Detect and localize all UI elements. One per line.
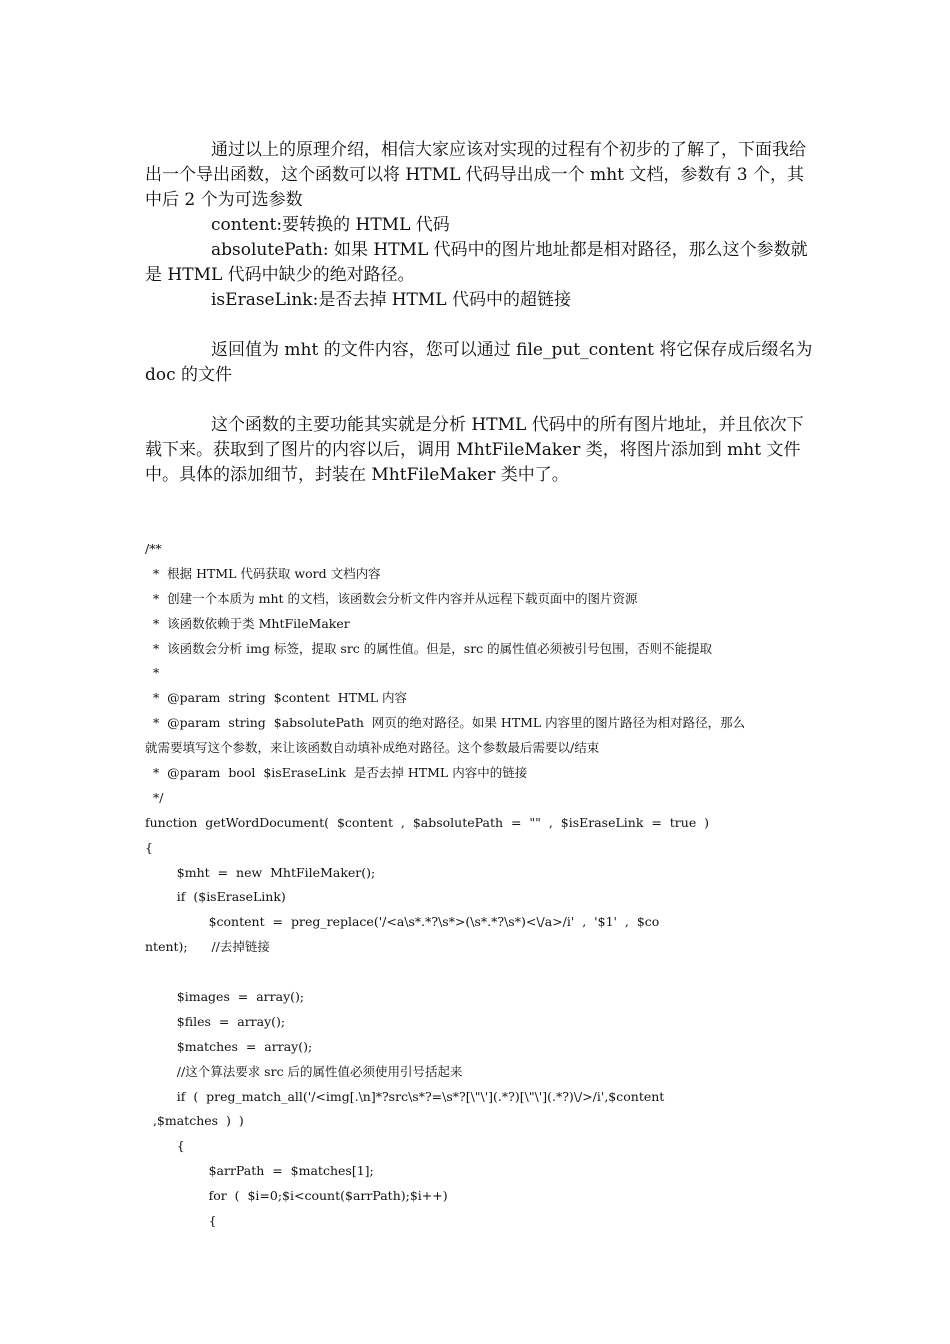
- code-line: $matches = array();: [145, 1038, 313, 1054]
- paragraph-gap: [145, 313, 813, 338]
- code-line: * 创建一个本质为 mht 的文档，该函数会分析文件内容并从远程下载页面中的图片资源: [145, 590, 638, 606]
- code-line: * 该函数会分析 img 标签，提取 src 的属性值。但是，src 的属性值必须被引号包围，否则不能提取: [145, 640, 713, 656]
- code-line: {: [145, 839, 153, 855]
- code-line: $arrPath = $matches[1];: [145, 1163, 374, 1179]
- intro-text: [145, 138, 818, 488]
- code-line: [145, 960, 813, 985]
- code-line: * @param string $absolutePath 网页的绝对路径。如果 HTML 内容里的图片路径为相对路径，那么: [145, 715, 746, 731]
- code-line: /**: [145, 541, 162, 556]
- code-line: {: [145, 1138, 185, 1154]
- code-line: $content = preg_replace('/<a\s*.*?\s*>(\s*.*?\s*)<\/a>/i' , '$1' , $co: [145, 914, 660, 930]
- intro-paragraph-1: 通过以上的原理介绍，相信大家应该对实现的过程有个初步的了解了，下面我给出一个导出函数，这个函数可以将 HTML 代码导出成一个 mht 文档，参数有 3 个，其中后 2 个为可选参数: [145, 140, 806, 210]
- code-line: $images = array();: [145, 989, 305, 1005]
- param-content-description: content:要转换的 HTML 代码: [211, 215, 450, 235]
- code-line: *: [145, 665, 160, 681]
- code-line: $mht = new MhtFileMaker();: [145, 864, 376, 880]
- code-line: $files = array();: [145, 1013, 286, 1029]
- code-line: ,$matches ) ): [145, 1113, 244, 1129]
- code-line: */: [145, 789, 164, 805]
- code-line: 就需要填写这个参数，来让该函数自动填补成绝对路径。这个参数最后需要以/结束: [145, 740, 600, 756]
- code-line: function getWordDocument( $content , $absolutePath = "" , $isEraseLink = true ): [145, 814, 710, 830]
- code-line: * @param string $content HTML 内容: [145, 690, 408, 706]
- code-line: if ($isEraseLink): [145, 889, 286, 905]
- code-line: for ( $i=0;$i<count($arrPath);$i++): [145, 1188, 448, 1204]
- param-absolutepath-description: absolutePath: 如果 HTML 代码中的图片地址都是相对路径，那么这个参数就是 HTML 代码中缺少的绝对路径。: [145, 240, 808, 285]
- code-line: ntent); //去掉链接: [145, 939, 270, 955]
- code-line: if ( preg_match_all('/<img[.\n]*?src\s*?=\s*?[\"\'](.*?)[\"\'](.*?)\/>/i',$content: [145, 1088, 665, 1104]
- code-line: * 该函数依赖于类 MhtFileMaker: [145, 615, 350, 631]
- code-line: * 根据 HTML 代码获取 word 文档内容: [145, 565, 381, 581]
- param-iseraselink-description: isEraseLink:是否去掉 HTML 代码中的超链接: [211, 290, 571, 310]
- function-summary-paragraph: 这个函数的主要功能其实就是分析 HTML 代码中的所有图片地址，并且依次下载下来。获取到了图片的内容以后，调用 MhtFileMaker 类，将图片添加到 mht 文件中。具体的添加细节，封装在 MhtFileMaker 类中了。: [145, 415, 804, 485]
- code-line: {: [145, 1213, 217, 1229]
- paragraph-gap: [145, 388, 813, 413]
- code-listing: [145, 537, 813, 1234]
- code-line: * @param bool $isEraseLink 是否去掉 HTML 内容中的链接: [145, 765, 528, 781]
- return-value-paragraph: 返回值为 mht 的文件内容，您可以通过 file_put_content 将它保存成后缀名为 doc 的文件: [145, 340, 818, 385]
- code-line: //这个算法要求 src 后的属性值必须使用引号括起来: [145, 1063, 463, 1079]
